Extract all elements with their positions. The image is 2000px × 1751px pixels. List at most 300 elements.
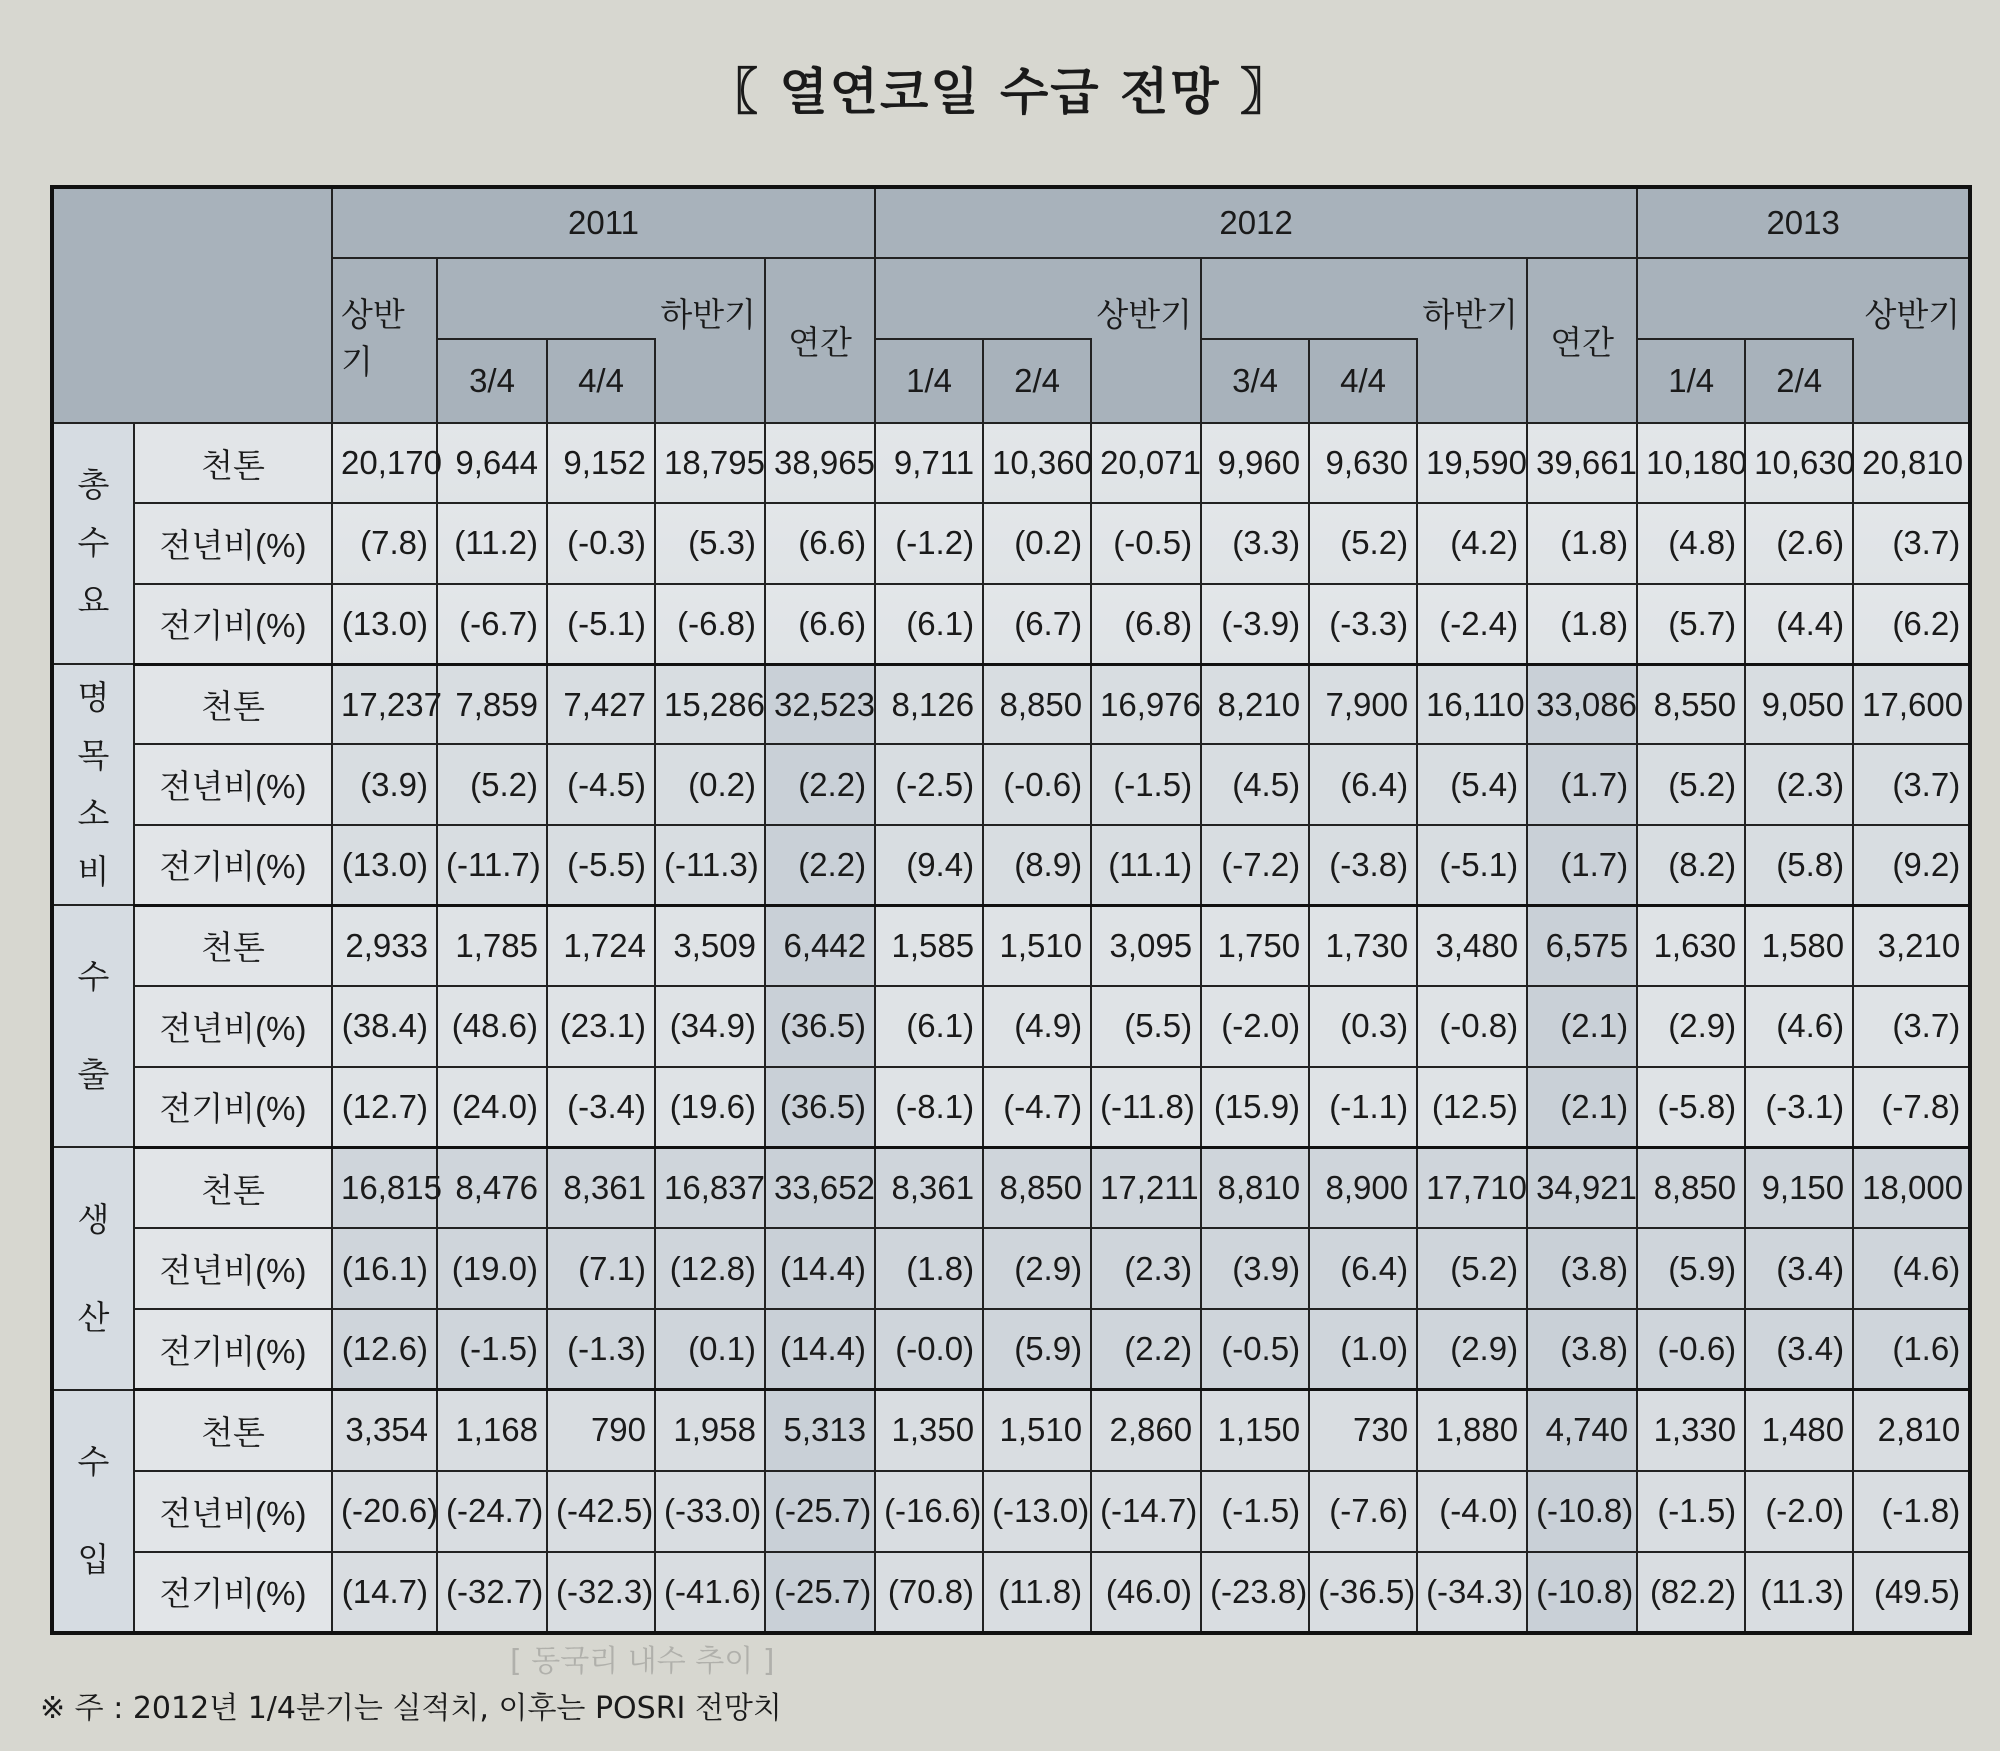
data-cell: (-3.3) (1309, 584, 1417, 664)
data-cell: 17,237 (332, 664, 437, 744)
data-cell: 1,630 (1637, 905, 1745, 986)
data-cell: (-10.8) (1527, 1471, 1637, 1552)
data-cell: 1,730 (1309, 905, 1417, 986)
data-cell: (-2.0) (1201, 986, 1309, 1067)
data-cell: (4.6) (1745, 986, 1853, 1067)
table-row (52, 1309, 1970, 1390)
data-cell: 20,170 (332, 423, 437, 503)
data-cell: (-1.1) (1309, 1067, 1417, 1148)
data-cell: 8,210 (1201, 664, 1309, 744)
q4-2011-header: 4/4 (547, 339, 655, 423)
bleed-through-text: [ 동국리 내수 추이 ] (510, 1644, 775, 1679)
data-cell: 17,600 (1853, 664, 1970, 744)
data-cell: (0.3) (1309, 986, 1417, 1067)
data-cell: (-0.3) (547, 503, 655, 583)
data-cell: (-25.7) (765, 1552, 875, 1633)
data-cell: 3,480 (1417, 905, 1527, 986)
h1-2012-header: 상반기 (875, 258, 1201, 339)
data-cell: (-3.4) (547, 1067, 655, 1148)
data-cell: (48.6) (437, 986, 547, 1067)
footnote: ※ 주 : 2012년 1/4분기는 실적치, 이후는 POSRI 전망치 (40, 1691, 782, 1726)
data-cell: 16,110 (1417, 664, 1527, 744)
data-cell: (2.2) (765, 744, 875, 824)
data-cell: 8,810 (1201, 1147, 1309, 1228)
data-cell: 1,510 (983, 905, 1091, 986)
row-label-yoy: 전년비(%) (134, 503, 332, 583)
data-cell: 8,850 (983, 664, 1091, 744)
data-cell: (1.7) (1527, 825, 1637, 905)
data-cell: (2.2) (765, 825, 875, 905)
data-cell: 20,071 (1091, 423, 1201, 503)
group-label (52, 664, 134, 905)
group-label (52, 905, 134, 1147)
data-cell: (34.9) (655, 986, 765, 1067)
data-cell: (6.6) (765, 503, 875, 583)
page-title: 〖 열연코일 수급 전망 〗 (707, 63, 1293, 121)
data-cell: (16.1) (332, 1228, 437, 1309)
data-cell: (-2.4) (1417, 584, 1527, 664)
data-cell: (-7.6) (1309, 1471, 1417, 1552)
table-row (52, 1471, 1970, 1552)
data-cell: (70.8) (875, 1552, 983, 1633)
data-cell: (3.8) (1527, 1228, 1637, 1309)
data-cell: (14.7) (332, 1552, 437, 1633)
data-cell: (-32.7) (437, 1552, 547, 1633)
data-cell: (1.7) (1527, 744, 1637, 824)
data-cell: (-4.0) (1417, 1471, 1527, 1552)
data-cell: (5.2) (1417, 1228, 1527, 1309)
data-cell: 39,661 (1527, 423, 1637, 503)
data-cell: 19,590 (1417, 423, 1527, 503)
data-cell: (24.0) (437, 1067, 547, 1148)
group-label-char: 목 (77, 736, 110, 774)
data-cell: (-24.7) (437, 1471, 547, 1552)
data-cell: 10,360 (983, 423, 1091, 503)
data-cell: (5.7) (1637, 584, 1745, 664)
data-cell: (5.8) (1745, 825, 1853, 905)
row-label-qoq: 전기비(%) (134, 1067, 332, 1148)
data-cell: (4.9) (983, 986, 1091, 1067)
data-cell: 34,921 (1527, 1147, 1637, 1228)
data-cell: 3,354 (332, 1390, 437, 1471)
supply-demand-table-container (50, 185, 1964, 1635)
data-cell: (1.8) (1527, 584, 1637, 664)
data-cell: (3.8) (1527, 1309, 1637, 1390)
data-cell: (-5.5) (547, 825, 655, 905)
data-cell: (5.5) (1091, 986, 1201, 1067)
data-cell: (9.2) (1853, 825, 1970, 905)
data-cell: 32,523 (765, 664, 875, 744)
data-cell: (-2.5) (875, 744, 983, 824)
h1-2011-header: 상반기 (332, 258, 437, 422)
data-cell: 7,427 (547, 664, 655, 744)
data-cell: (-16.6) (875, 1471, 983, 1552)
group-label-char: 비 (77, 852, 110, 890)
data-cell: (3.9) (332, 744, 437, 824)
data-cell: (4.2) (1417, 503, 1527, 583)
data-cell: (4.4) (1745, 584, 1853, 664)
data-cell: (36.5) (765, 1067, 875, 1148)
data-cell: 7,859 (437, 664, 547, 744)
data-cell: 17,211 (1091, 1147, 1201, 1228)
data-cell: 9,152 (547, 423, 655, 503)
data-cell: 16,837 (655, 1147, 765, 1228)
data-cell: (82.2) (1637, 1552, 1745, 1633)
data-cell: (-0.5) (1201, 1309, 1309, 1390)
data-cell: (-14.7) (1091, 1471, 1201, 1552)
group-label-char: 입 (77, 1540, 110, 1578)
group-label-char: 소 (77, 794, 110, 832)
group-label-char: 수 (77, 524, 110, 562)
data-cell: (2.9) (1637, 986, 1745, 1067)
data-cell: 15,286 (655, 664, 765, 744)
data-cell: 730 (1309, 1390, 1417, 1471)
h2-2012-total-header (1417, 339, 1527, 423)
table-row (52, 1228, 1970, 1309)
data-cell: (-5.1) (547, 584, 655, 664)
data-cell: 7,900 (1309, 664, 1417, 744)
group-label-char: 생 (77, 1200, 110, 1238)
data-cell: (3.7) (1853, 744, 1970, 824)
group-label (52, 1390, 134, 1633)
data-cell: 17,710 (1417, 1147, 1527, 1228)
data-cell: (36.5) (765, 986, 875, 1067)
h1-2012-total-header (1091, 339, 1201, 423)
row-label-qoq: 전기비(%) (134, 584, 332, 664)
group-label-char: 출 (77, 1056, 110, 1094)
data-cell: (13.0) (332, 584, 437, 664)
data-cell: (7.8) (332, 503, 437, 583)
table-row (52, 1390, 1970, 1471)
data-cell: (6.2) (1853, 584, 1970, 664)
data-cell: (6.4) (1309, 744, 1417, 824)
q2-2012-header: 2/4 (983, 339, 1091, 423)
data-cell: (12.5) (1417, 1067, 1527, 1148)
h2-2011-total-header (655, 339, 765, 423)
data-cell: (-36.5) (1309, 1552, 1417, 1633)
data-cell: (8.2) (1637, 825, 1745, 905)
row-label-tons: 천톤 (134, 664, 332, 744)
row-label-tons: 천톤 (134, 423, 332, 503)
data-cell: (-20.6) (332, 1471, 437, 1552)
data-cell: 1,580 (1745, 905, 1853, 986)
data-cell: 6,575 (1527, 905, 1637, 986)
data-cell: (-0.0) (875, 1309, 983, 1390)
group-label-char: 산 (77, 1298, 110, 1336)
data-cell: 1,785 (437, 905, 547, 986)
data-cell: (11.3) (1745, 1552, 1853, 1633)
data-cell: (4.5) (1201, 744, 1309, 824)
data-cell: (-7.8) (1853, 1067, 1970, 1148)
data-cell: 3,095 (1091, 905, 1201, 986)
data-cell: 1,510 (983, 1390, 1091, 1471)
data-cell: 1,724 (547, 905, 655, 986)
data-cell: (5.4) (1417, 744, 1527, 824)
data-cell: (-32.3) (547, 1552, 655, 1633)
data-cell: (-0.5) (1091, 503, 1201, 583)
q3-2011-header: 3/4 (437, 339, 547, 423)
data-cell: 16,976 (1091, 664, 1201, 744)
group-label-char: 요 (77, 582, 110, 620)
data-cell: 9,960 (1201, 423, 1309, 503)
data-cell: (1.8) (875, 1228, 983, 1309)
data-cell: 1,958 (655, 1390, 765, 1471)
row-label-yoy: 전년비(%) (134, 1471, 332, 1552)
data-cell: (6.7) (983, 584, 1091, 664)
data-cell: 8,900 (1309, 1147, 1417, 1228)
row-label-yoy: 전년비(%) (134, 744, 332, 824)
row-label-qoq: 전기비(%) (134, 825, 332, 905)
data-cell: 33,086 (1527, 664, 1637, 744)
data-cell: 1,880 (1417, 1390, 1527, 1471)
table-row (52, 1067, 1970, 1148)
data-cell: (1.0) (1309, 1309, 1417, 1390)
data-cell: (3.7) (1853, 986, 1970, 1067)
data-cell: 790 (547, 1390, 655, 1471)
data-cell: 4,740 (1527, 1390, 1637, 1471)
data-cell: 3,210 (1853, 905, 1970, 986)
data-cell: (8.9) (983, 825, 1091, 905)
table-row (52, 664, 1970, 744)
data-cell: (-7.2) (1201, 825, 1309, 905)
data-cell: (-1.3) (547, 1309, 655, 1390)
data-cell: (-41.6) (655, 1552, 765, 1633)
data-cell: (6.8) (1091, 584, 1201, 664)
data-cell: (-5.1) (1417, 825, 1527, 905)
q2-2013-header: 2/4 (1745, 339, 1853, 423)
row-label-tons: 천톤 (134, 1390, 332, 1471)
data-cell: 18,795 (655, 423, 765, 503)
data-cell: (5.2) (437, 744, 547, 824)
data-cell: (19.0) (437, 1228, 547, 1309)
q3-2012-header: 3/4 (1201, 339, 1309, 423)
annual-2012-header: 연간 (1527, 258, 1637, 422)
data-cell: (-1.5) (437, 1309, 547, 1390)
data-cell: (12.8) (655, 1228, 765, 1309)
group-label (52, 423, 134, 664)
data-cell: (3.7) (1853, 503, 1970, 583)
table-row (52, 1147, 1970, 1228)
data-cell: 1,480 (1745, 1390, 1853, 1471)
table-row (52, 986, 1970, 1067)
year-2012-header: 2012 (875, 187, 1637, 258)
data-cell: (-3.9) (1201, 584, 1309, 664)
data-cell: 8,476 (437, 1147, 547, 1228)
group-label-char: 명 (77, 678, 110, 716)
data-cell: (-4.5) (547, 744, 655, 824)
data-cell: (19.6) (655, 1067, 765, 1148)
table-row (52, 423, 1970, 503)
data-cell: (5.2) (1637, 744, 1745, 824)
data-cell: (-13.0) (983, 1471, 1091, 1552)
row-label-tons: 천톤 (134, 1147, 332, 1228)
h1-2013-header: 상반기 (1637, 258, 1970, 339)
data-cell: (6.1) (875, 986, 983, 1067)
data-cell: 18,000 (1853, 1147, 1970, 1228)
data-cell: (-6.8) (655, 584, 765, 664)
group-label-char: 수 (77, 958, 110, 996)
data-cell: (-1.2) (875, 503, 983, 583)
data-cell: (2.2) (1091, 1309, 1201, 1390)
data-cell: (9.4) (875, 825, 983, 905)
data-cell: 9,150 (1745, 1147, 1853, 1228)
data-cell: (6.6) (765, 584, 875, 664)
year-2013-header: 2013 (1637, 187, 1970, 258)
data-cell: (1.6) (1853, 1309, 1970, 1390)
data-cell: 8,361 (547, 1147, 655, 1228)
data-cell: (-0.6) (1637, 1309, 1745, 1390)
data-cell: (14.4) (765, 1228, 875, 1309)
data-cell: (46.0) (1091, 1552, 1201, 1633)
data-cell: 8,850 (1637, 1147, 1745, 1228)
data-cell: 2,860 (1091, 1390, 1201, 1471)
row-label-yoy: 전년비(%) (134, 986, 332, 1067)
data-cell: (-0.8) (1417, 986, 1527, 1067)
data-cell: (2.3) (1745, 744, 1853, 824)
data-cell: 2,933 (332, 905, 437, 986)
data-cell: (-5.8) (1637, 1067, 1745, 1148)
supply-demand-table (50, 185, 1972, 1635)
data-cell: (3.9) (1201, 1228, 1309, 1309)
data-cell: (5.9) (1637, 1228, 1745, 1309)
data-cell: (2.9) (1417, 1309, 1527, 1390)
year-2011-header: 2011 (332, 187, 875, 258)
data-cell: (0.2) (655, 744, 765, 824)
data-cell: 8,126 (875, 664, 983, 744)
data-cell: (11.8) (983, 1552, 1091, 1633)
data-cell: (-6.7) (437, 584, 547, 664)
data-cell: (-42.5) (547, 1471, 655, 1552)
data-cell: (-33.0) (655, 1471, 765, 1552)
table-row (52, 584, 1970, 664)
data-cell: (11.2) (437, 503, 547, 583)
data-cell: 38,965 (765, 423, 875, 503)
q1-2012-header: 1/4 (875, 339, 983, 423)
data-cell: 2,810 (1853, 1390, 1970, 1471)
data-cell: 20,810 (1853, 423, 1970, 503)
group-label (52, 1147, 134, 1389)
data-cell: 10,180 (1637, 423, 1745, 503)
data-cell: (-11.3) (655, 825, 765, 905)
data-cell: (-23.8) (1201, 1552, 1309, 1633)
data-cell: (13.0) (332, 825, 437, 905)
data-cell: 1,585 (875, 905, 983, 986)
data-cell: (-3.1) (1745, 1067, 1853, 1148)
data-cell: 1,150 (1201, 1390, 1309, 1471)
data-cell: (5.2) (1309, 503, 1417, 583)
table-row (52, 905, 1970, 986)
row-label-qoq: 전기비(%) (134, 1552, 332, 1633)
data-cell: 1,330 (1637, 1390, 1745, 1471)
annual-2011-header: 연간 (765, 258, 875, 422)
table-row (52, 744, 1970, 824)
data-cell: (11.1) (1091, 825, 1201, 905)
table-header (52, 187, 1970, 423)
data-cell: (-25.7) (765, 1471, 875, 1552)
data-cell: (2.6) (1745, 503, 1853, 583)
data-cell: 8,361 (875, 1147, 983, 1228)
data-cell: (49.5) (1853, 1552, 1970, 1633)
h2-2011-header: 하반기 (437, 258, 765, 339)
data-cell: (15.9) (1201, 1067, 1309, 1148)
header-corner (52, 187, 332, 423)
data-cell: (6.1) (875, 584, 983, 664)
data-cell: 1,168 (437, 1390, 547, 1471)
group-label-char: 총 (77, 466, 110, 504)
data-cell: 33,652 (765, 1147, 875, 1228)
row-label-tons: 천톤 (134, 905, 332, 986)
data-cell: (-8.1) (875, 1067, 983, 1148)
data-cell: 3,509 (655, 905, 765, 986)
data-cell: (6.4) (1309, 1228, 1417, 1309)
data-cell: (5.3) (655, 503, 765, 583)
data-cell: (1.8) (1527, 503, 1637, 583)
data-cell: 8,850 (983, 1147, 1091, 1228)
data-cell: (23.1) (547, 986, 655, 1067)
q4-2012-header: 4/4 (1309, 339, 1417, 423)
data-cell: (2.9) (983, 1228, 1091, 1309)
h1-2013-total-header (1853, 339, 1970, 423)
data-cell: (0.2) (983, 503, 1091, 583)
data-cell: (0.1) (655, 1309, 765, 1390)
data-cell: 16,815 (332, 1147, 437, 1228)
data-cell: 9,644 (437, 423, 547, 503)
data-cell: (14.4) (765, 1309, 875, 1390)
data-cell: (3.4) (1745, 1228, 1853, 1309)
data-cell: (-1.8) (1853, 1471, 1970, 1552)
data-cell: 1,350 (875, 1390, 983, 1471)
data-cell: (-34.3) (1417, 1552, 1527, 1633)
data-cell: (2.1) (1527, 986, 1637, 1067)
data-cell: 9,050 (1745, 664, 1853, 744)
data-cell: 6,442 (765, 905, 875, 986)
h2-2012-header: 하반기 (1201, 258, 1527, 339)
data-cell: (-1.5) (1637, 1471, 1745, 1552)
data-cell: (2.3) (1091, 1228, 1201, 1309)
row-label-qoq: 전기비(%) (134, 1309, 332, 1390)
row-label-yoy: 전년비(%) (134, 1228, 332, 1309)
data-cell: (3.3) (1201, 503, 1309, 583)
data-cell: (2.1) (1527, 1067, 1637, 1148)
data-cell: 9,630 (1309, 423, 1417, 503)
data-cell: (-1.5) (1091, 744, 1201, 824)
data-cell: (-2.0) (1745, 1471, 1853, 1552)
data-cell: (-1.5) (1201, 1471, 1309, 1552)
data-cell: (-11.7) (437, 825, 547, 905)
data-cell: 8,550 (1637, 664, 1745, 744)
data-cell: (5.9) (983, 1309, 1091, 1390)
table-row (52, 825, 1970, 905)
data-cell: 10,630 (1745, 423, 1853, 503)
table-row (52, 1552, 1970, 1633)
data-cell: (-10.8) (1527, 1552, 1637, 1633)
data-cell: (-4.7) (983, 1067, 1091, 1148)
data-cell: (7.1) (547, 1228, 655, 1309)
data-cell: (12.6) (332, 1309, 437, 1390)
data-cell: (-3.8) (1309, 825, 1417, 905)
data-cell: (3.4) (1745, 1309, 1853, 1390)
data-cell: (12.7) (332, 1067, 437, 1148)
table-row (52, 503, 1970, 583)
data-cell: (-0.6) (983, 744, 1091, 824)
table-body (52, 423, 1970, 1633)
data-cell: (4.8) (1637, 503, 1745, 583)
q1-2013-header: 1/4 (1637, 339, 1745, 423)
data-cell: 9,711 (875, 423, 983, 503)
data-cell: (38.4) (332, 986, 437, 1067)
data-cell: 5,313 (765, 1390, 875, 1471)
data-cell: (4.6) (1853, 1228, 1970, 1309)
